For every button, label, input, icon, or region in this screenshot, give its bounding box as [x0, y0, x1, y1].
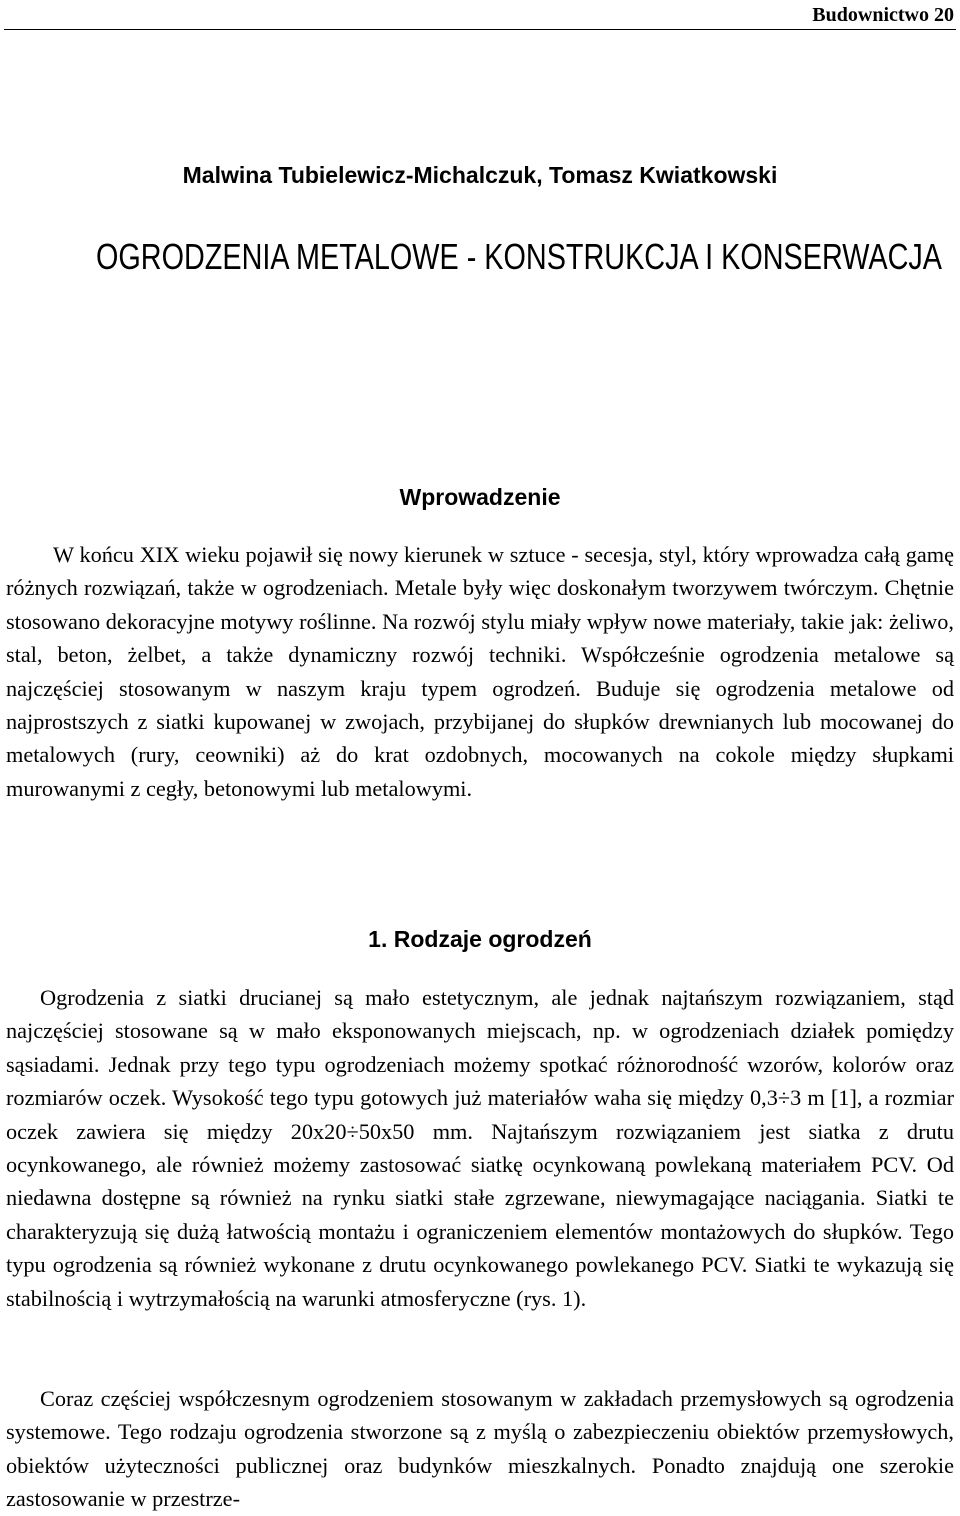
intro-paragraph: W końcu XIX wieku pojawił się nowy kierunek w sztuce - secesja, styl, który wprowadza całą gamę różnych rozwiązań, także w ogrodzeniach. Metale były więc doskonałym tworzywem twórczym. Chętnie stosowano dekoracyjne motywy roślinne. Na rozwój stylu miały wpływ nowe materiały, takie jak: żeliwo, stal, beton, żelbet, a także dynamiczny rozwój techniki. Współcześnie ogrodzenia metalowe są najczęściej stosowanym w naszym kraju typem ogrodzeń. Buduje się ogrodzenia metalowe od najprostszych z siatki kupowanej w zwojach, przybijanej do słupków drewnianych lub mocowanej do metalowych (rury, ceowniki) aż do krat ozdobnych, mocowanych na cokole między słupkami murowanymi z cegły, betonowymi lub metalowymi. [6, 542, 954, 801]
running-header: Budownictwo 20 [812, 4, 954, 26]
header-rule [4, 29, 956, 30]
article-authors: Malwina Tubielewicz-Michalczuk, Tomasz Kwiatkowski [182, 162, 778, 188]
section-heading-intro: Wprowadzenie [399, 484, 561, 510]
types-paragraph-1: Ogrodzenia z siatki drucianej są mało estetycznym, ale jednak najtańszym rozwiązaniem, stąd najczęściej stosowane są w mało eksponowanych miejscach, np. w ogrodzeniach działek pomiędzy sąsiadami. Jednak przy tego typu ogrodzeniach możemy spotkać różnorodność wzorów, kolorów oraz rozmiarów oczek. Wysokość tego typu gotowych już materiałów waha się między 0,3÷3 m [1], a rozmiar oczek zawiera się między 20x20÷50x50 mm. Najtańszym rozwiązaniem jest siatka z drutu ocynkowanego, ale również możemy zastosować siatkę ocynkowaną powlekaną materiałem PCV. Od niedawna dostępne są również na rynku siatki stałe zgrzewane, niewymagające naciągania. Siatki te charakteryzują się dużą łatwością montażu i ograniczeniem elementów montażowych do słupków. Tego typu ogrodzenia są również wykonane z drutu ocynkowanego powlekanego PCV. Siatki te wykazują się stabilnością i wytrzymałością na warunki atmosferyczne (rys. 1). [6, 985, 954, 1311]
types-paragraph-2: Coraz częściej współczesnym ogrodzeniem stosowanym w zakładach przemysłowych są ogrodzenia systemowe. Tego rodzaju ogrodzenia stworzone są z myślą o zabezpieczeniu obiektów przemysłowych, obiektów użyteczności publicznej oraz budynków mieszkalnych. Ponadto znajdują one szerokie zastosowanie w przestrze- [6, 1386, 954, 1512]
section-heading-types: 1. Rodzaje ogrodzeń [368, 926, 592, 952]
article-title: OGRODZENIA METALOWE - KONSTRUKCJA I KONSERWACJA [96, 236, 942, 277]
